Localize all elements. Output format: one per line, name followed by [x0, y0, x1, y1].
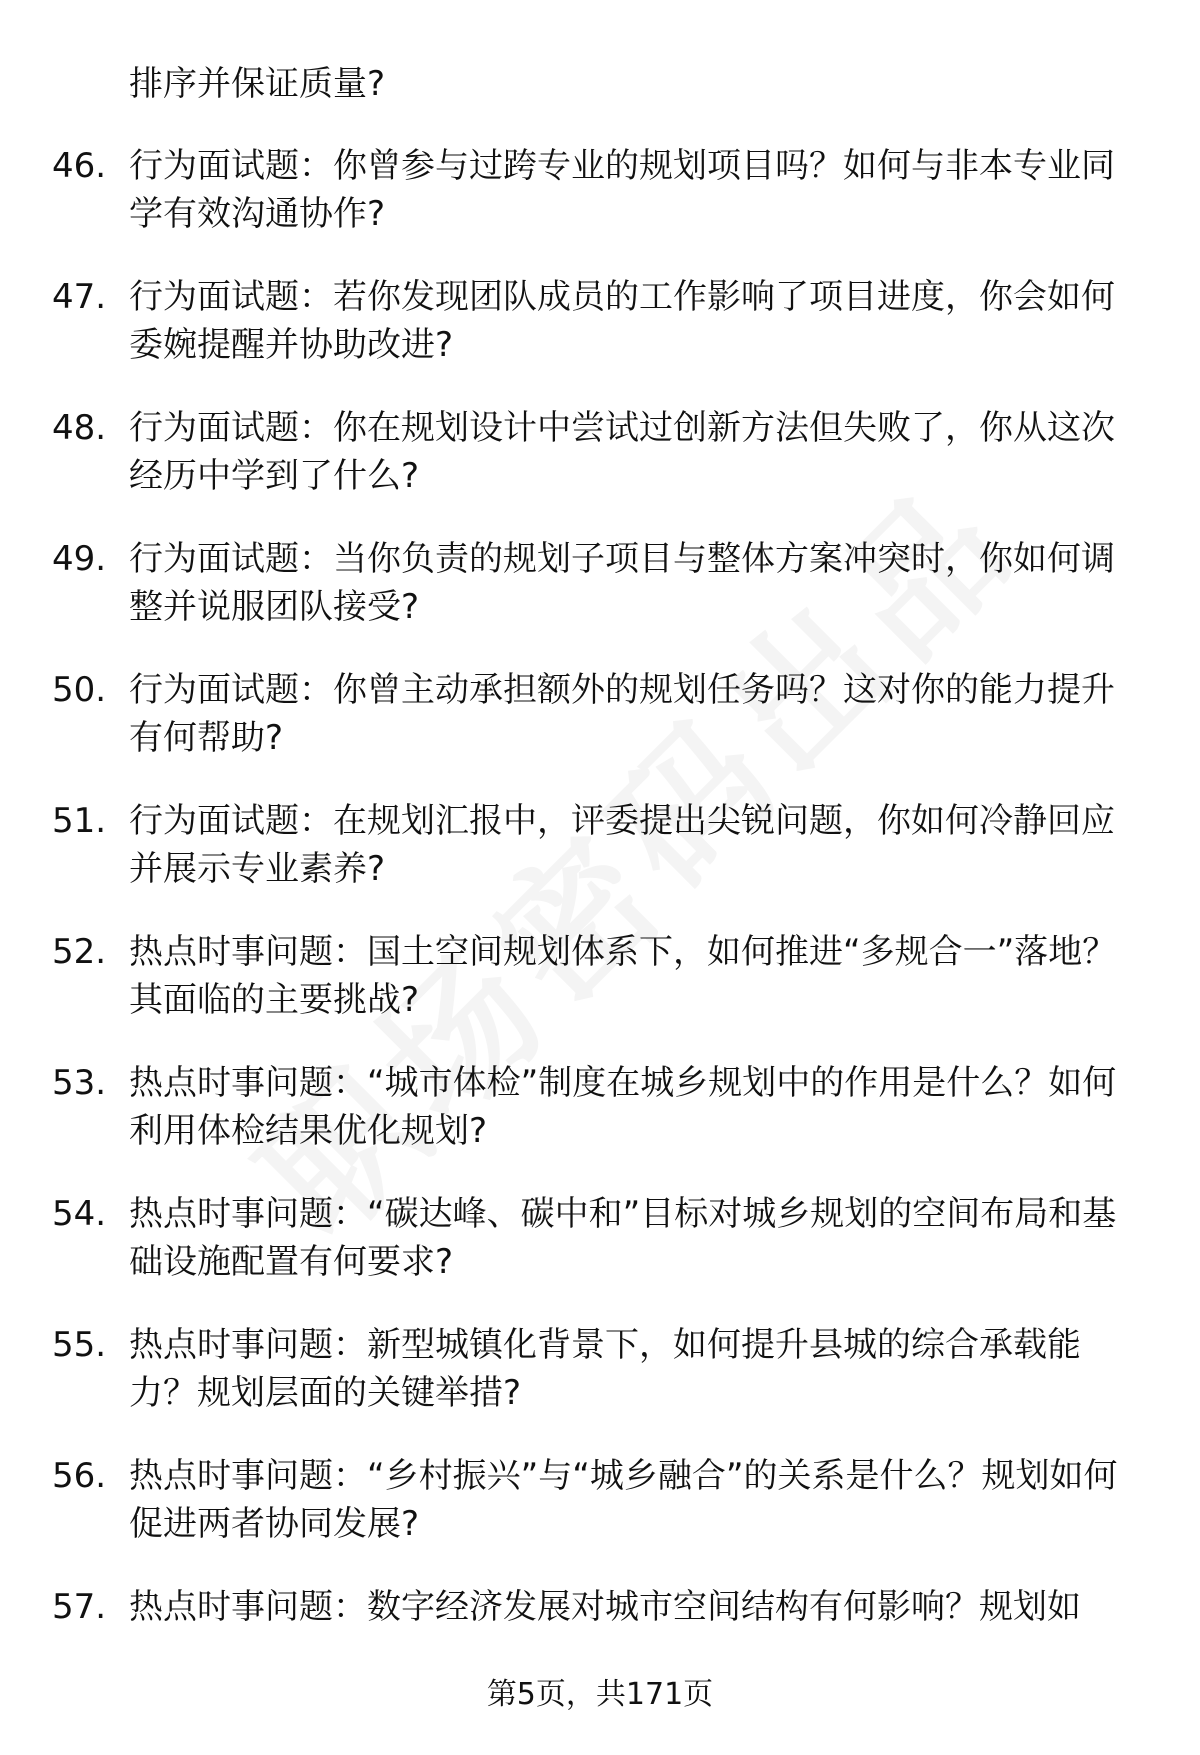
carryover-text: 排序并保证质量?: [129, 64, 386, 104]
question-text: 热点时事问题：“城市体检”制度在城乡规划中的作用是什么？如何利用体检结果优化规划?: [129, 1063, 1117, 1151]
question-item: [0, 1452, 1200, 1583]
question-item: [0, 928, 1200, 1059]
question-text: 行为面试题：在规划汇报中，评委提出尖锐问题，你如何冷静回应并展示专业素养?: [129, 801, 1115, 889]
question-number: 48.: [52, 408, 107, 448]
question-text: 行为面试题：你曾主动承担额外的规划任务吗？这对你的能力提升有何帮助?: [129, 670, 1115, 758]
question-text: 热点时事问题：“乡村振兴”与“城乡融合”的关系是什么？规划如何促进两者协同发展?: [129, 1456, 1118, 1544]
question-number: 52.: [52, 932, 107, 972]
question-item: [0, 142, 1200, 273]
question-text: 行为面试题：若你发现团队成员的工作影响了项目进度，你会如何委婉提醒并协助改进?: [129, 277, 1115, 365]
question-text: 行为面试题：当你负责的规划子项目与整体方案冲突时，你如何调整并说服团队接受?: [129, 539, 1115, 627]
page-footer: 第5页，共171页: [486, 1677, 714, 1712]
question-number: 55.: [52, 1325, 107, 1365]
question-item: [0, 1321, 1200, 1452]
question-text: 热点时事问题：数字经济发展对城市空间结构有何影响？规划如: [129, 1587, 1081, 1627]
question-text: 热点时事问题：“碳达峰、碳中和”目标对城乡规划的空间布局和基础设施配置有何要求?: [129, 1194, 1117, 1282]
question-item: [0, 1059, 1200, 1190]
question-number: 56.: [52, 1456, 107, 1496]
question-text: 热点时事问题：新型城镇化背景下，如何提升县城的综合承载能力？规划层面的关键举措?: [129, 1325, 1081, 1413]
question-number: 51.: [52, 801, 107, 841]
question-number: 50.: [52, 670, 107, 710]
question-number: 53.: [52, 1063, 107, 1103]
question-item: [0, 1190, 1200, 1321]
question-item: [0, 273, 1200, 404]
question-item: [0, 797, 1200, 928]
question-item: [0, 666, 1200, 797]
question-number: 46.: [52, 146, 107, 186]
question-number: 47.: [52, 277, 107, 317]
question-text: 行为面试题：你在规划设计中尝试过创新方法但失败了，你从这次经历中学到了什么?: [129, 408, 1115, 496]
question-number: 49.: [52, 539, 107, 579]
question-number: 54.: [52, 1194, 107, 1234]
question-list: [0, 142, 1200, 1714]
question-item: [0, 404, 1200, 535]
question-text: 行为面试题：你曾参与过跨专业的规划项目吗？如何与非本专业同学有效沟通协作?: [129, 146, 1115, 234]
question-number: 57.: [52, 1587, 107, 1627]
question-item: [0, 535, 1200, 666]
question-text: 热点时事问题：国土空间规划体系下，如何推进“多规合一”落地？其面临的主要挑战?: [129, 932, 1117, 1020]
